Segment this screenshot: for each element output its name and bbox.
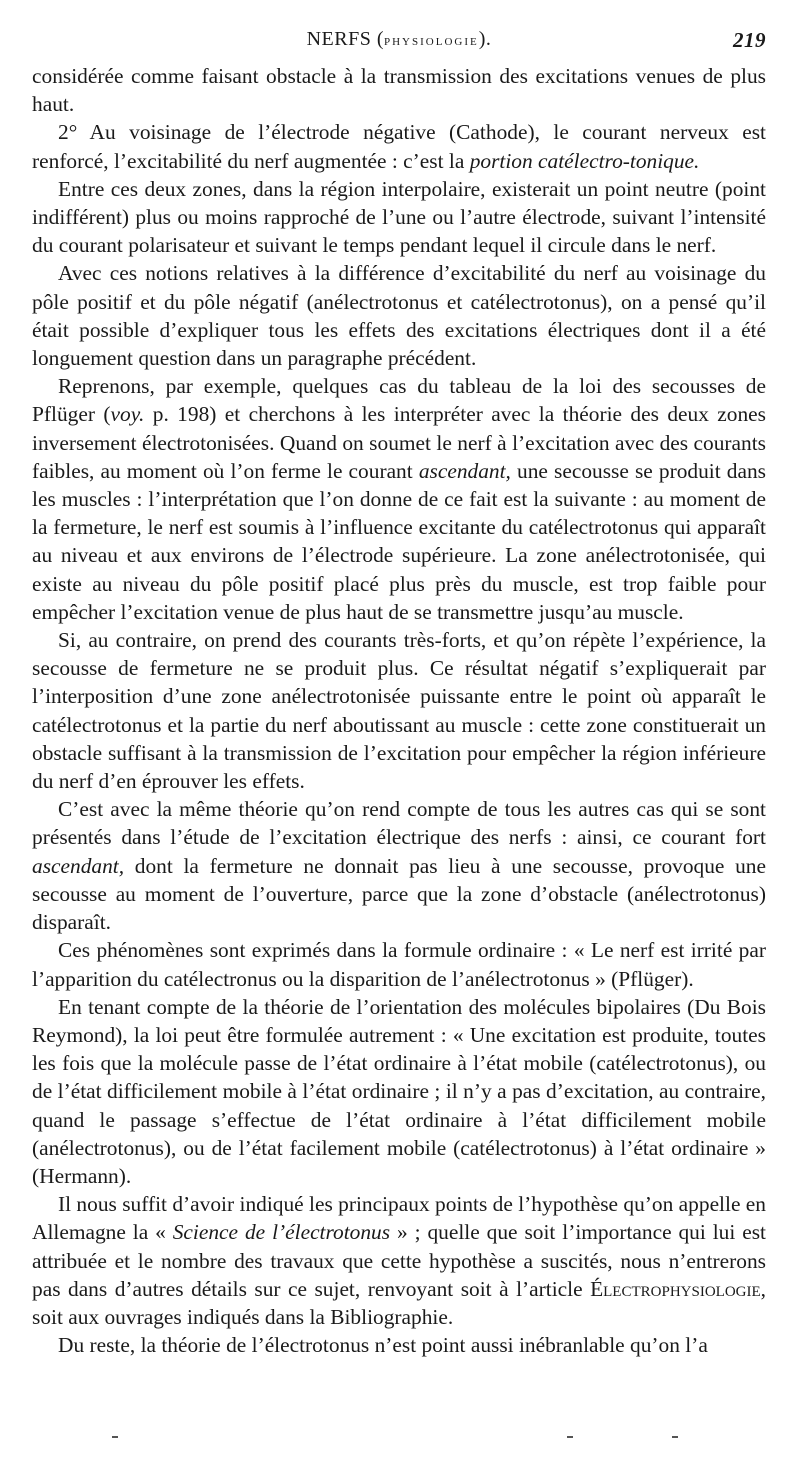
paragraph-10-text-b: » ; quelle que soit l’importance qui lui est attribuée et le nombre des travaux que cette hypothèse a suscités, nous n’entrerons pas dans d’autres détails sur ce sujet, renvoyant soit à l’article (32, 1220, 766, 1301)
paragraph-5-text-c: une secousse se produit dans les muscles : l’interprétation que l’on donne de ce fait est la suivante : au moment de la fermeture, le nerf est soumis à l’influence excitante du catélectrotonus qui apparaît au niveau et aux environs de l’électrode supérieure. La zone anélectrotonisée, qui existe au niveau du pôle positif placé plus près du muscle, est trop faible pour empêcher l’excitation venue de plus haut de se transmettre jusqu’au muscle. (32, 458, 766, 624)
paragraph-2 (32, 118, 766, 174)
body-text (32, 62, 766, 1359)
paragraph-10-text-c: , soit aux ouvrages indiqués dans la Bibliographie. (32, 1276, 766, 1329)
running-title-open: ( (376, 28, 384, 50)
page-number: 219 (733, 28, 766, 52)
paragraph-10-text-a: Il nous suffit d’avoir indiqué les principaux points de l’hypothèse qu’on appelle en Allemagne la « (32, 1192, 766, 1245)
paragraph-7-italic: ascendant, (32, 853, 125, 878)
document-page (32, 28, 766, 1359)
running-title-main: NERFS (306, 28, 372, 50)
print-mark (567, 1436, 573, 1438)
paragraph-5-italic-voy: voy. (110, 402, 145, 427)
paragraph-9: En tenant compte de la théorie de l’orientation des molécules bipolaires (Du Bois Reymond), la loi peut être formulée autrement : « Une excitation est produite, toutes les fois que la molécule passe de l’état ordinaire à l’état mobile (catélectrotonus), ou de l’état difficilement mobile à l’état ordinaire ; il n’y a pas d’excitation, au contraire, quand le passage s’effectue de l’état ordinaire à l’état difficilement mobile (anélectrotonus), ou de l’état facilement mobile (catélectrotonus) à l’état ordinaire » (Hermann). (32, 994, 766, 1188)
paragraph-10-smallcaps: Électrophysiologie (590, 1276, 761, 1301)
paragraph-5 (32, 372, 766, 626)
paragraph-7-text-b: dont la fermeture ne donnait pas lieu à une secousse, provoque une secousse au moment de l’ouverture, parce que la zone d’obstacle (anélectrotonus) disparaît. (32, 853, 766, 935)
paragraph-8: Ces phénomènes sont exprimés dans la formule ordinaire : « Le nerf est irrité par l’apparition du catélectronus ou la disparition de l’anélectrotonus » (Pflüger). (32, 938, 766, 991)
paragraph-10 (32, 1190, 766, 1331)
paragraph-2-italic: portion catélectro-tonique. (469, 148, 700, 173)
running-title (32, 28, 766, 51)
print-mark (672, 1436, 678, 1438)
paragraph-7-text-a: C’est avec la même théorie qu’on rend compte de tous les autres cas qui se sont présentés dans l’étude de l’excitation électrique des nerfs : ainsi, ce courant fort (32, 797, 766, 850)
print-mark (112, 1436, 118, 1438)
running-title-close: ). (478, 28, 492, 50)
paragraph-10-italic: Science de l’électrotonus (172, 1220, 391, 1245)
paragraph-1: considérée comme faisant obstacle à la transmission des excitations venues de plus haut. (32, 64, 766, 117)
paragraph-5-text-a: Reprenons, par exemple, quelques cas du tableau de la loi des secousses de Pflüger ( (32, 374, 766, 427)
paragraph-4: Avec ces notions relatives à la différence d’excitabilité du nerf au voisinage du pôle positif et du pôle négatif (anélectrotonus et catélectrotonus), on a pensé qu’il était possible d’expliquer tous les effets des excitations électriques dont il a été longuement question dans un paragraphe précédent. (32, 261, 766, 371)
paragraph-5-italic-ascendant: ascendant, (418, 458, 511, 483)
paragraph-11: Du reste, la théorie de l’électrotonus n’est point aussi inébranlable qu’on l’a (58, 1333, 708, 1358)
footer-print-marks (32, 1436, 766, 1446)
paragraph-3: Entre ces deux zones, dans la région interpolaire, existerait un point neutre (point indifférent) plus ou moins rapproché de l’une ou l’autre électrode, suivant l’intensité du courant polarisateur et suivant le temps pendant lequel il circule dans le nerf. (32, 176, 766, 258)
running-header (32, 28, 766, 62)
paragraph-5-text-b: p. 198) et cherchons à les interpréter avec la théorie des deux zones inversement électrotonisées. Quand on soumet le nerf à l’excitation avec des courants faibles, au moment où l’on ferme le courant (32, 402, 766, 483)
running-title-sub: physiologie (384, 33, 479, 49)
paragraph-2-text: 2° Au voisinage de l’électrode négative (Cathode), le courant nerveux est renforcé, l’excitabilité du nerf augmentée : c’est la (32, 120, 766, 173)
paragraph-7 (32, 795, 766, 936)
paragraph-6: Si, au contraire, on prend des courants très-forts, et qu’on répète l’expérience, la secousse de fermeture ne se produit plus. Ce résultat négatif s’expliquerait par l’interposition d’une zone anélectrotonisée puissante entre le point où apparaît le catélectrotonus et la partie du nerf aboutissant au muscle : cette zone constituerait un obstacle suffisant à la transmission de l’excitation pour empêcher la région inférieure du nerf d’en éprouver les effets. (32, 628, 766, 794)
